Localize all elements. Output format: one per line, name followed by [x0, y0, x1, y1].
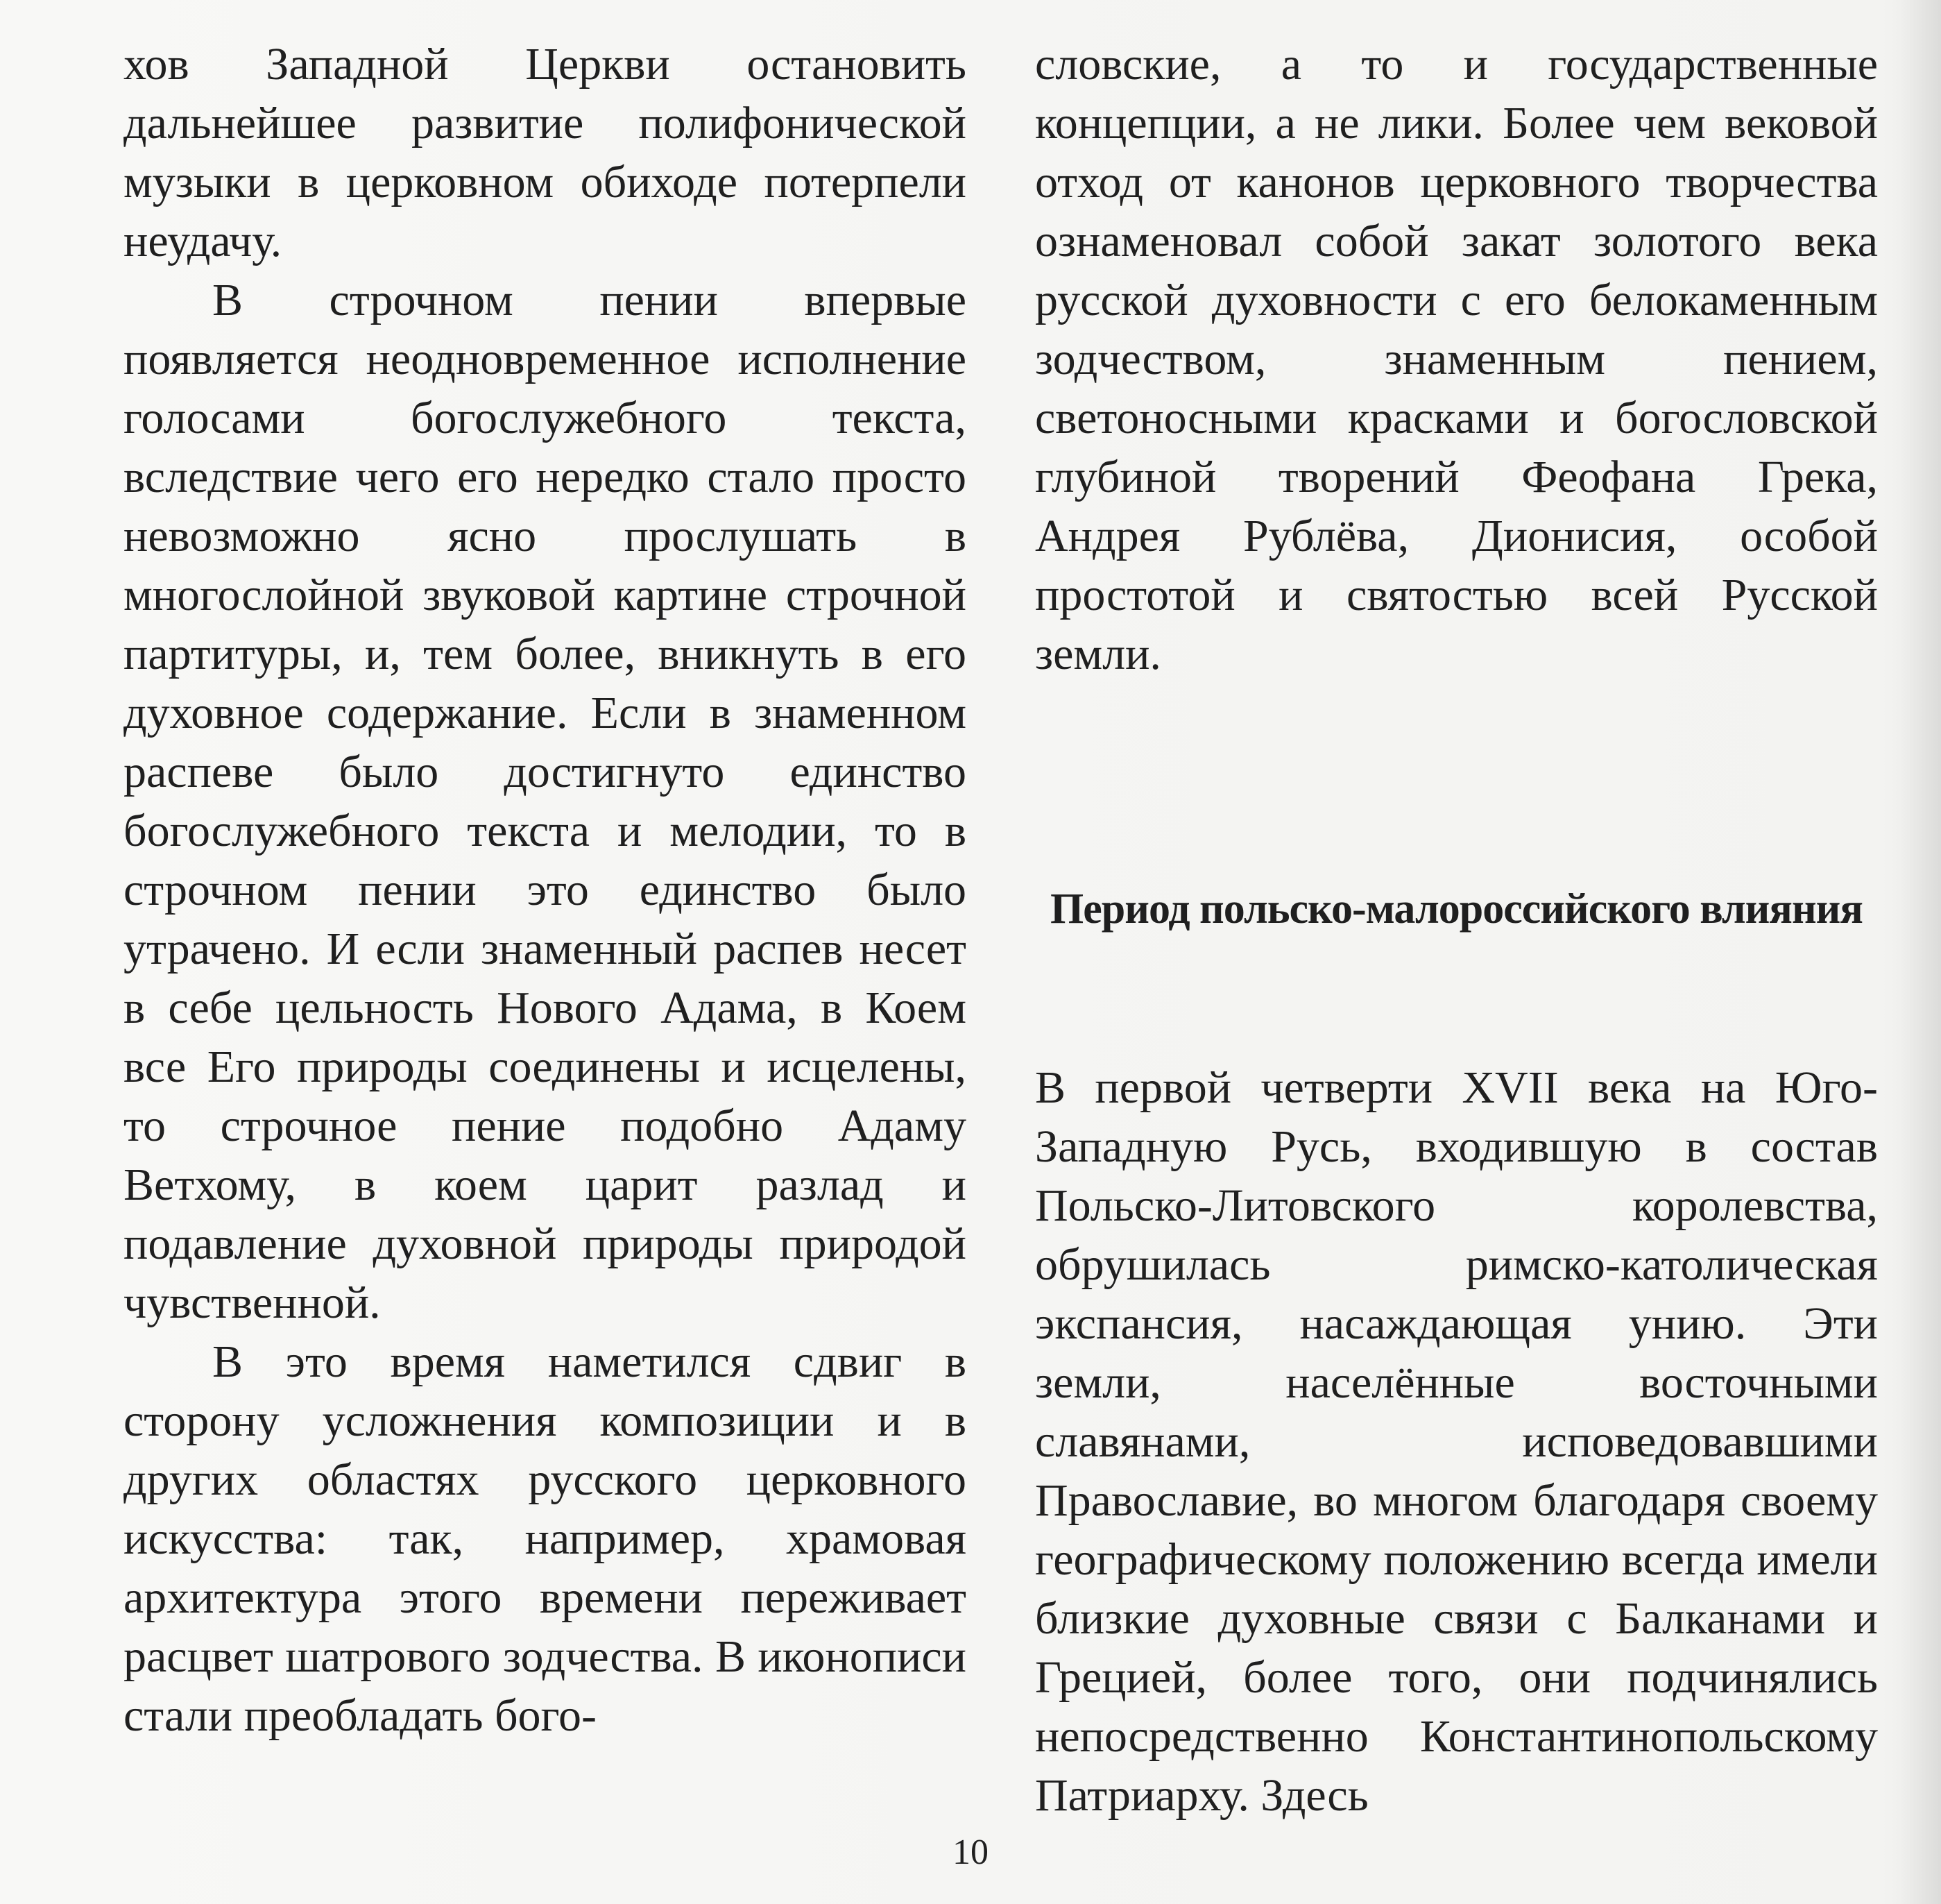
page-edge-shadow — [1899, 0, 1941, 1904]
paragraph-sdvig: В это время наметился сдвиг в сторону усложнения композиции и в других областях русского церковного искусства: так, например, храмовая архитектура этого времени переживает расцвет шатрового зодчества. В иконописи стали преобладать бого- — [123, 1336, 966, 1741]
left-column — [123, 35, 966, 1745]
paragraph-strochnoe-penie: В строчном пении впервые появляется неодновременное исполнение голосами богослужебного текста, вследствие чего его нередко стало просто невозможно ясно прослушать в многослойной звуковой картине строчной партитуры, и, тем более, вникнуть в его духовное содержание. Если в знаменном распеве было достигнуто единство богослужебного текста и мелодии, то в строчном пении это единство было утрачено. И если знаменный распев несет в себе цельность Нового Адама, в Коем все Его природы соединены и исцелены, то строчное пение подобно Адаму Ветхому, в коем царит разлад и подавление духовной природы природой чувственной. — [123, 275, 966, 1328]
paragraph-continuation-right: словские, а то и государственные концепции, а не лики. Более чем вековой отход от канонов церковного творчества ознаменовал собой закат золотого века русской духовности с его белокаменным зодчеством, знаменным пением, светоносными красками и богословской глубиной творений Феофана Грека, Андрея Рублёва, Дионисия, особой простотой и святостью всей Русской земли. — [1035, 39, 1878, 679]
section-heading: Период польско-малороссийского влияния — [1050, 885, 1863, 933]
paragraph-section-start: В первой четверти XVII века на Юго-Западную Русь, входившую в состав Польско-Литовского королевства, обрушилась римско-католическая экспансия, насаждающая унию. Эти земли, населённые восточными славянами, исповедовавшими Православие, во многом благодаря своему географическому положению всегда имели близкие духовные связи с Балканами и Грецией, более того, они подчинялись непосредственно Константинопольскому Патриарху. Здесь — [1035, 1062, 1878, 1821]
right-top-block — [1035, 35, 1878, 683]
right-column — [1035, 35, 1878, 1821]
right-bottom-block — [1035, 1058, 1878, 1825]
paragraph-continuation: хов Западной Церкви остановить дальнейшее развитие полифонической музыки в церковном обиходе потерпели неудачу. — [123, 39, 966, 266]
page-number: 10 — [952, 1833, 989, 1872]
section-heading-block — [1035, 878, 1878, 940]
